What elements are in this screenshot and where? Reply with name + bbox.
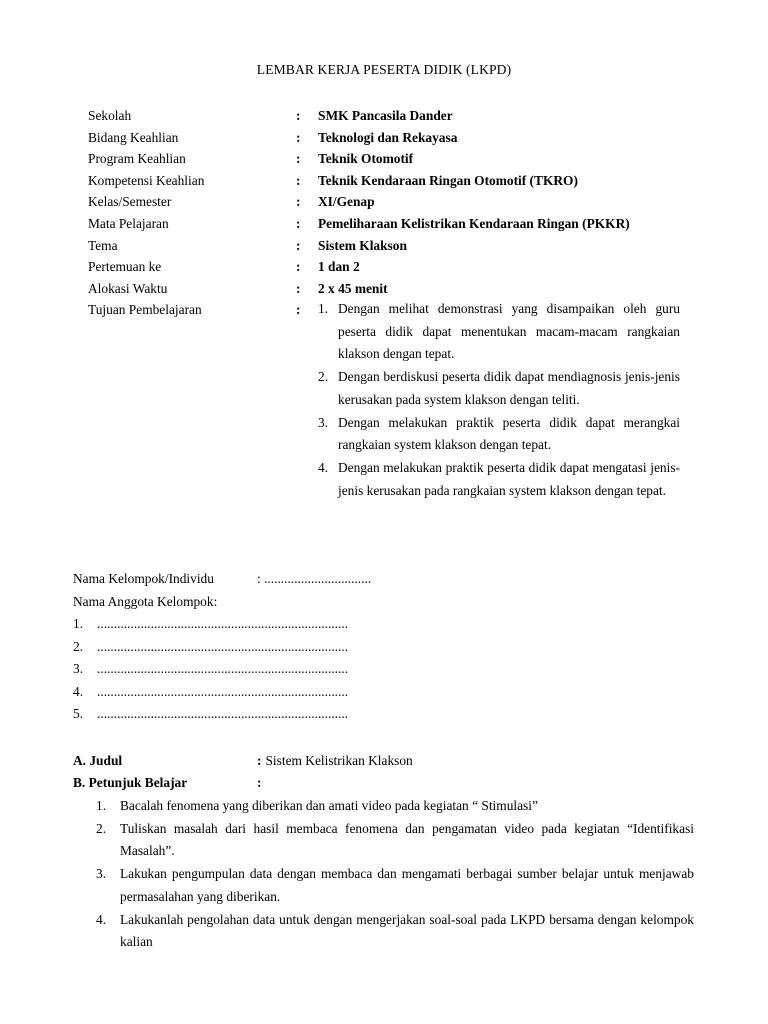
section-a-colon: : (257, 753, 262, 768)
group-name-blank[interactable]: : ................................ (257, 571, 372, 586)
info-value: Sistem Klakson (318, 237, 407, 253)
info-row-sekolah (88, 105, 688, 127)
info-colon: : (296, 280, 301, 296)
info-label: Mata Pelajaran (88, 215, 169, 231)
member-blank[interactable]: ........................................................................... (97, 638, 349, 654)
identity-table (88, 105, 688, 321)
list-item (96, 863, 694, 908)
member-number: 1. (73, 616, 84, 631)
goal-number: 1. (318, 301, 329, 316)
list-item (318, 412, 680, 457)
info-label: Pertemuan ke (88, 259, 162, 275)
member-row (73, 613, 403, 636)
info-row-mata-pelajaran (88, 213, 688, 235)
document-title: LEMBAR KERJA PESERTA DIDIK (LKPD) (256, 62, 512, 77)
info-label: Sekolah (88, 108, 132, 123)
step-text: Tuliskan masalah dari hasil membaca fenomena dan pengamatan video pada kegiatan “Identifikasi Masalah”. (120, 820, 694, 859)
info-row-tema (88, 235, 688, 257)
info-row-kompetensi-keahlian (88, 170, 688, 192)
info-row-kelas-semester (88, 191, 688, 213)
info-colon: : (296, 151, 301, 167)
member-blank[interactable]: ........................................................................... (97, 683, 349, 699)
list-item (96, 909, 694, 954)
info-row-pertemuan (88, 256, 688, 278)
goal-text: Dengan melakukan praktik peserta didik dapat mengatasi jenis-jenis kerusakan pada rangkaian system klakson dengan tepat. (338, 459, 680, 498)
goal-text: Dengan melihat demonstrasi yang disampaikan oleh guru peserta didik dapat menentukan macam-macam rangkaian klakson dengan tepat. (338, 301, 680, 362)
info-row-alokasi-waktu (88, 278, 688, 300)
member-row (73, 703, 403, 726)
group-section (73, 568, 403, 726)
info-value: 1 dan 2 (318, 259, 360, 275)
section-a-judul (73, 750, 703, 773)
info-value: XI/Genap (318, 194, 375, 210)
info-colon: : (296, 215, 301, 231)
member-number: 3. (73, 661, 84, 676)
group-name-row (73, 568, 403, 591)
study-instructions-list (96, 795, 694, 954)
section-a-value: Sistem Kelistrikan Klakson (265, 753, 413, 768)
members-label: Nama Anggota Kelompok: (73, 593, 218, 609)
member-number: 2. (73, 638, 84, 654)
info-colon: : (296, 194, 301, 210)
info-label: Bidang Keahlian (88, 129, 179, 145)
goal-number: 2. (318, 369, 329, 385)
member-blank[interactable]: ........................................................................... (97, 706, 349, 721)
list-item (318, 298, 680, 366)
member-blank[interactable]: ........................................................................... (97, 616, 349, 631)
info-label: Kompetensi Keahlian (88, 172, 205, 188)
info-row-program-keahlian (88, 148, 688, 170)
info-colon: : (296, 302, 301, 318)
section-b-row (73, 772, 703, 795)
info-label: Tujuan Pembelajaran (88, 302, 202, 318)
step-number: 1. (96, 798, 107, 813)
info-label: Alokasi Waktu (88, 280, 168, 296)
info-colon: : (296, 108, 301, 123)
info-label: Tema (88, 237, 118, 253)
info-value: Teknik Otomotif (318, 151, 414, 167)
member-blank[interactable]: ........................................................................... (97, 661, 349, 676)
member-number: 4. (73, 683, 84, 699)
section-a-label: A. Judul (73, 753, 123, 768)
info-label: Program Keahlian (88, 151, 186, 167)
step-number: 4. (96, 911, 107, 927)
member-row (73, 636, 403, 659)
member-number: 5. (73, 706, 84, 721)
info-colon: : (296, 129, 301, 145)
info-row-bidang-keahlian (88, 127, 688, 149)
member-row (73, 658, 403, 681)
goal-number: 3. (318, 414, 329, 430)
goal-text: Dengan berdiskusi peserta didik dapat mendiagnosis jenis-jenis kerusakan pada system klakson dengan teliti. (338, 369, 680, 407)
step-number: 3. (96, 866, 107, 882)
info-colon: : (296, 172, 301, 188)
section-b-colon: : (257, 775, 262, 790)
info-label: Kelas/Semester (88, 194, 172, 210)
group-name-label: Nama Kelompok/Individu (73, 571, 214, 586)
step-text: Lakukan pengumpulan data dengan membaca dan mengamati berbagai sumber belajar untuk menjawab permasalahan yang diberikan. (120, 866, 694, 904)
step-number: 2. (96, 820, 107, 836)
info-colon: : (296, 259, 301, 275)
info-value: Teknik Kendaraan Ringan Otomotif (TKRO) (318, 172, 578, 188)
section-b-petunjuk (73, 772, 703, 795)
learning-goals-list (318, 298, 680, 502)
goal-text: Dengan melakukan praktik peserta didik dapat merangkai rangkaian system klakson dengan tepat. (338, 414, 680, 453)
step-text: Bacalah fenomena yang diberikan dan amati video pada kegiatan “ Stimulasi” (120, 798, 538, 813)
member-row (73, 681, 403, 704)
members-heading (73, 591, 403, 614)
goal-number: 4. (318, 459, 329, 475)
info-value: SMK Pancasila Dander (318, 108, 453, 123)
section-a-row (73, 750, 703, 773)
section-b-label: B. Petunjuk Belajar (73, 775, 188, 790)
step-text: Lakukanlah pengolahan data untuk dengan mengerjakan soal-soal pada LKPD bersama dengan kelompok kalian (120, 911, 694, 950)
list-item (96, 818, 694, 863)
list-item (318, 457, 680, 502)
info-value: 2 x 45 menit (318, 280, 388, 296)
list-item (96, 795, 694, 818)
info-value: Pemeliharaan Kelistrikan Kendaraan Ringan (PKKR) (318, 215, 630, 231)
info-value: Teknologi dan Rekayasa (318, 129, 458, 145)
list-item (318, 366, 680, 411)
info-colon: : (296, 237, 301, 253)
